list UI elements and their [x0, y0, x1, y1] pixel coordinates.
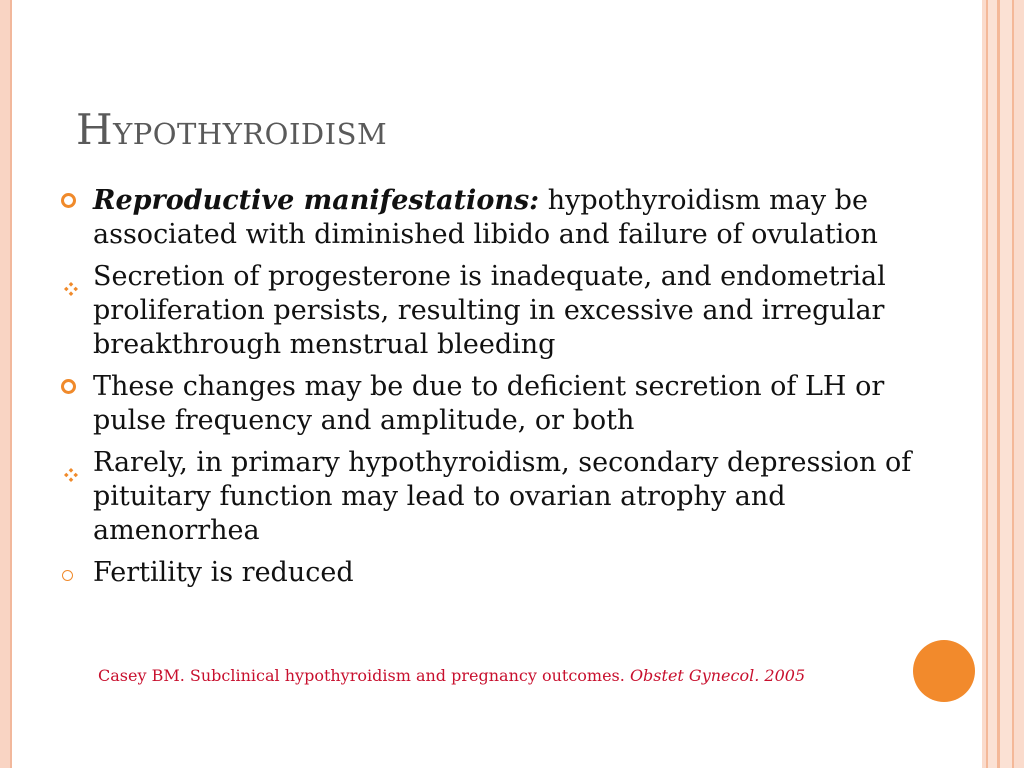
- item-text: Fertility is reduced: [93, 557, 354, 588]
- item-text: Secretion of progesterone is inadequate, and endometrial proliferation persists, resulting in excessive and irregular breakthrough menstrual bleeding: [93, 261, 886, 360]
- right-stripe: [1014, 0, 1024, 768]
- left-border-line: [10, 0, 12, 768]
- bullet-list: [52, 184, 932, 598]
- item-text: These changes may be due to deficient secretion of LH or pulse frequency and amplitude, or both: [93, 371, 885, 436]
- right-stripe: [1000, 0, 1012, 768]
- list-item: [52, 556, 932, 590]
- list-item: [52, 260, 932, 362]
- left-border-decoration: [0, 0, 10, 768]
- item-text: hypothyroidism may be associated with diminished libido and failure of ovulation: [93, 185, 878, 250]
- orange-circle-decoration: [913, 640, 975, 702]
- item-lead: Reproductive manifestations:: [93, 185, 540, 216]
- item-text: Rarely, in primary hypothyroidism, secondary depression of pituitary function may lead to ovarian atrophy and amenorrhea: [93, 447, 912, 546]
- citation-text: Casey BM. Subclinical hypothyroidism and pregnancy outcomes.: [98, 666, 630, 685]
- citation-journal: Obstet Gynecol. 2005: [629, 666, 806, 685]
- ring-bullet-icon: [61, 379, 76, 394]
- citation: [98, 666, 805, 686]
- list-item: [52, 184, 932, 252]
- diamond-bullet-icon: [64, 457, 78, 471]
- circle-bullet-icon: [62, 570, 73, 581]
- ring-bullet-icon: [61, 193, 76, 208]
- list-item: [52, 446, 932, 548]
- right-stripe: [988, 0, 997, 768]
- list-item: [52, 370, 932, 438]
- slide-title: Hypothyroidism: [76, 105, 388, 154]
- diamond-bullet-icon: [64, 271, 78, 285]
